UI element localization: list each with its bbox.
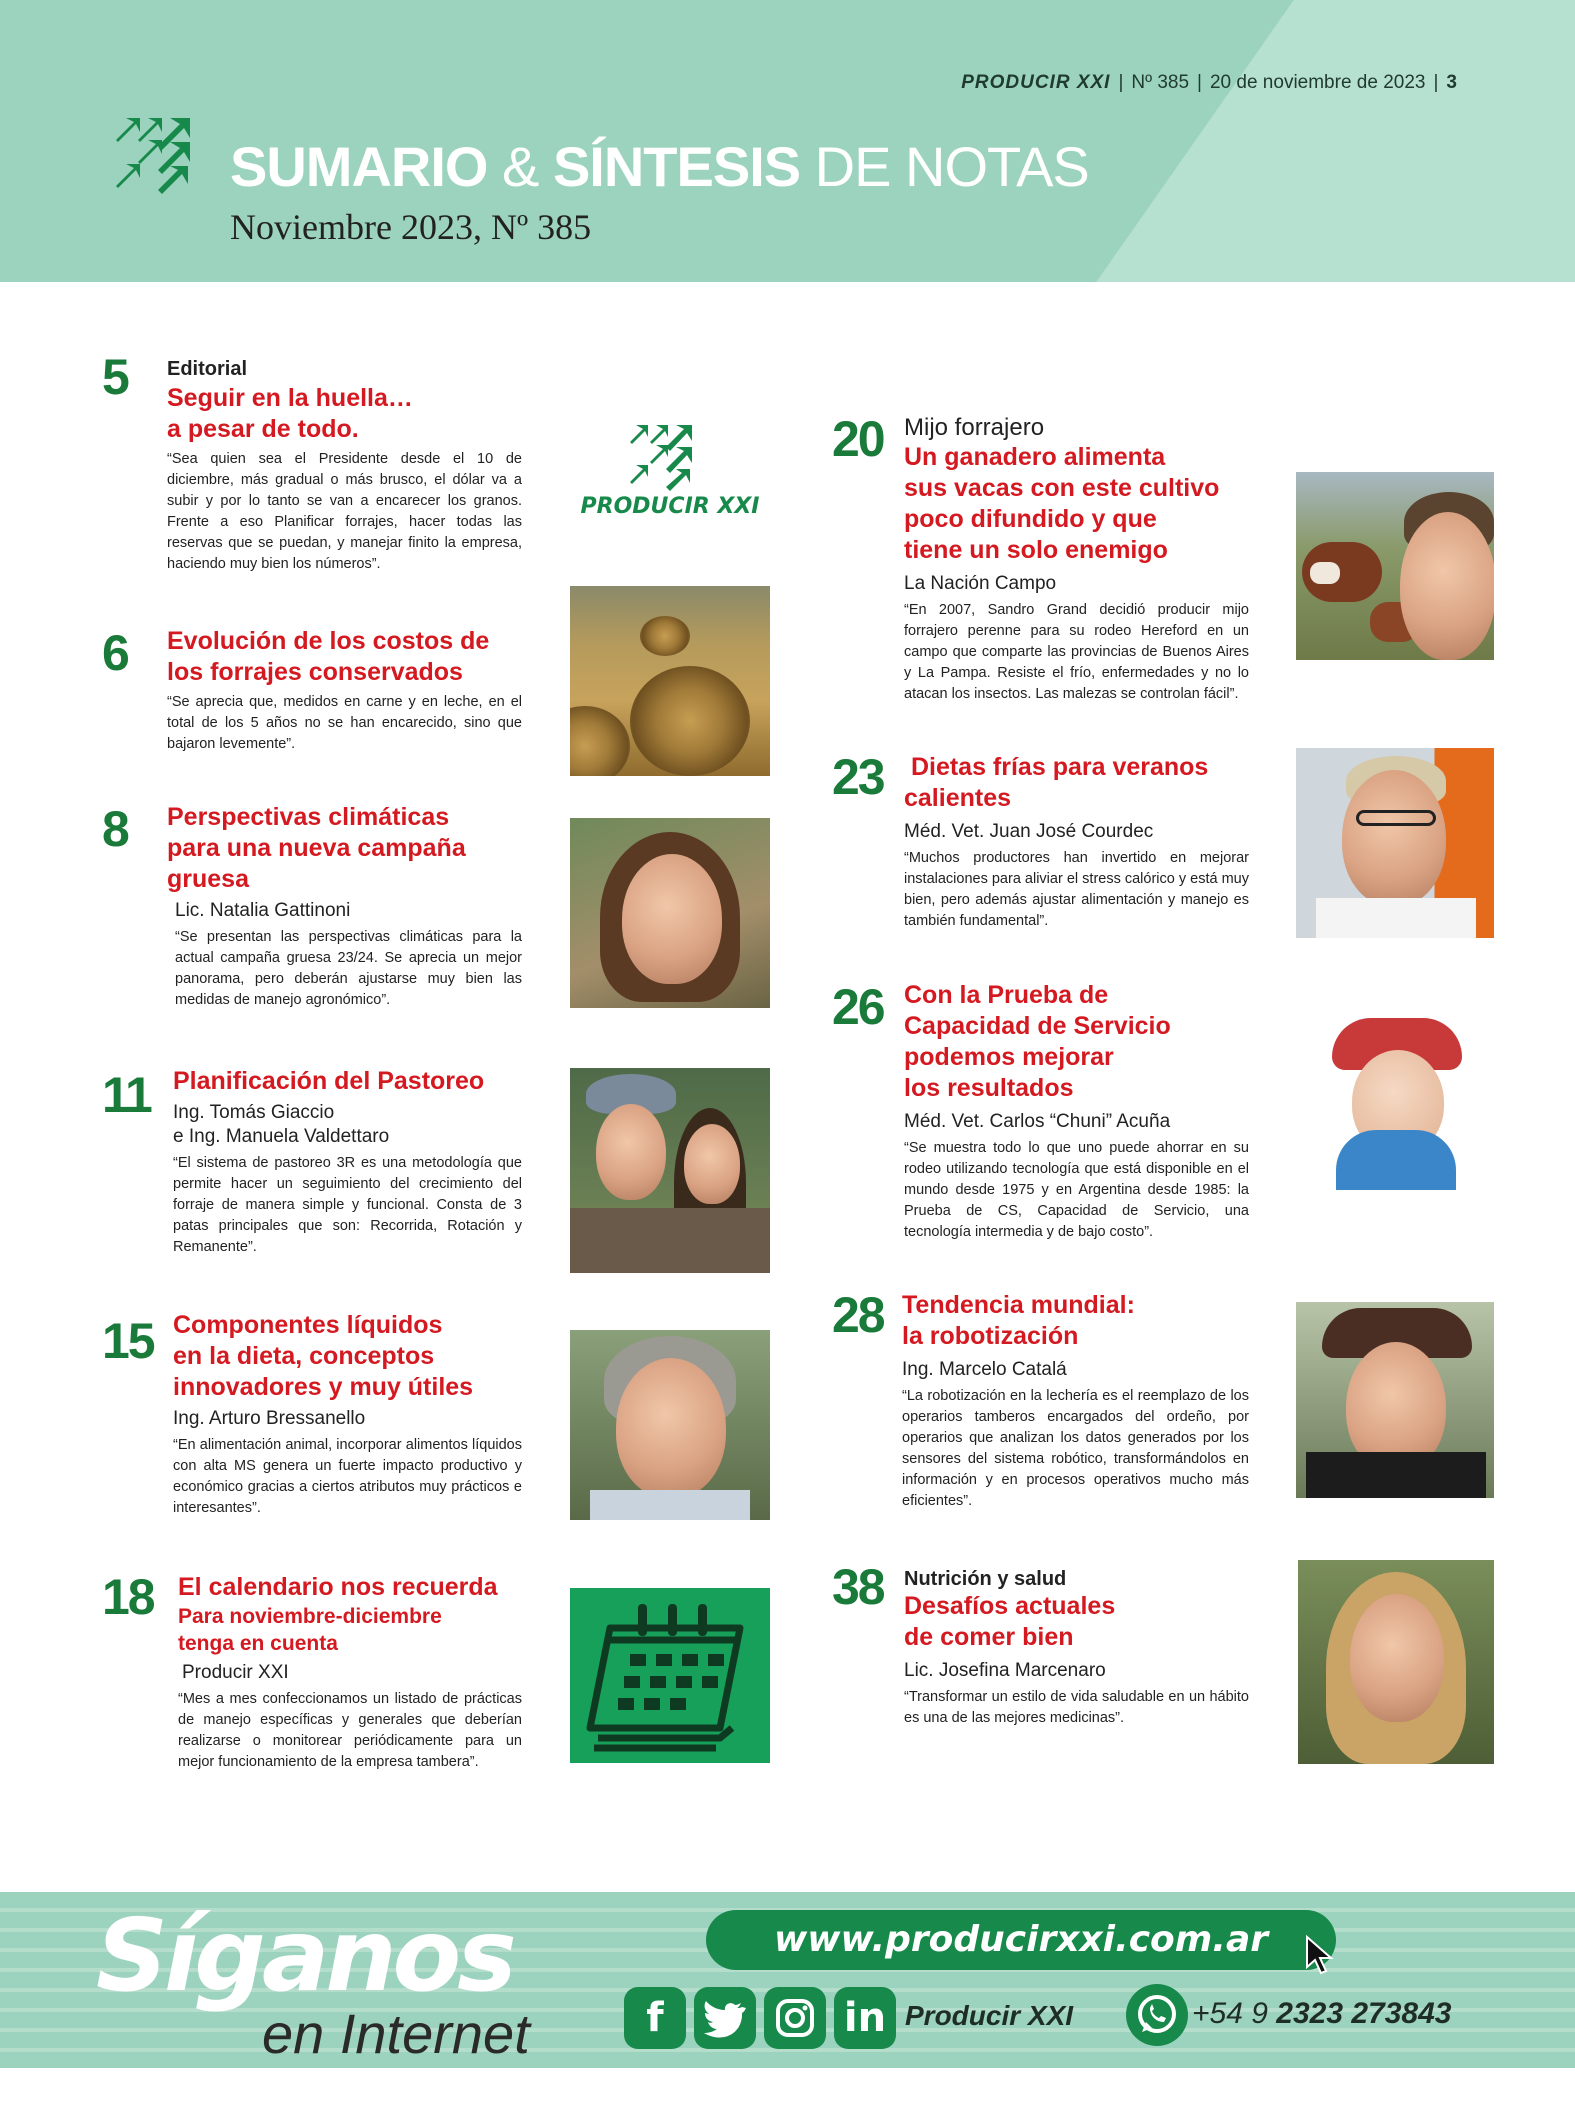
entry-page-number: 11 xyxy=(102,1067,151,1123)
entry-title[interactable]: Componentes líquidos en la dieta, conceptos innovadores y muy útiles xyxy=(173,1311,474,1401)
entry-author: Méd. Vet. Juan José Courdec xyxy=(904,821,1154,842)
calendar-icon xyxy=(570,1588,770,1763)
issue-line: PRODUCIR XXI | Nº 385 | 20 de noviembre de 2023 | 3 xyxy=(961,72,1457,93)
entry-kicker: Nutrición y salud xyxy=(904,1568,1067,1590)
whatsapp-icon[interactable] xyxy=(1126,1984,1188,2046)
entry-summary: “El sistema de pastoreo 3R es una metodología que permite hacer un seguimiento del crecimiento del forraje de manera simple y funcional. Consta de 3 patas principales que son: Recorrida, Rotación y Remanente”. xyxy=(173,1155,522,1255)
entry-page-number: 15 xyxy=(102,1313,154,1369)
entry-page-number: 8 xyxy=(102,801,128,857)
entry-title[interactable]: El calendario nos recuerda xyxy=(178,1573,498,1601)
summary-entry[interactable] xyxy=(167,802,522,1011)
website-link[interactable]: www.producirxxi.com.ar xyxy=(706,1910,1336,1970)
header-decor xyxy=(1096,0,1575,282)
instagram-icon[interactable] xyxy=(764,1987,826,2049)
entry-page-number: 18 xyxy=(102,1569,154,1625)
summary-entry[interactable] xyxy=(178,1572,522,1773)
entry-title[interactable]: Dietas frías para veranos calientes xyxy=(904,753,1209,812)
entry-title[interactable]: Seguir en la huella… a pesar de todo. xyxy=(167,384,413,443)
entry-kicker: Editorial xyxy=(167,358,248,380)
entry-page-number: 20 xyxy=(832,411,884,467)
gattinoni-portrait xyxy=(570,818,770,1008)
entry-page-number: 28 xyxy=(832,1287,884,1343)
entry-author: La Nación Campo xyxy=(904,573,1057,594)
entry-page-number: 38 xyxy=(832,1559,884,1615)
entry-page-number: 23 xyxy=(832,749,884,805)
entry-summary: “Mes a mes confeccionamos un listado de prácticas de manejo específicas y generales que deberían realizarse o monitorear periódicamente para un mejor funcionamiento de la empresa tambera”. xyxy=(178,1691,522,1770)
entry-summary: “En 2007, Sandro Grand decidió producir mijo forrajero perenne para su rodeo Hereford en un campo que comparte las provincias de Buenos Aires y La Pampa. Resiste el frío, enfermedades y no lo atacan los insectos. Las malezas se controlan fácil”. xyxy=(904,602,1249,702)
entry-author: Lic. Josefina Marcenaro xyxy=(904,1660,1106,1681)
twitter-icon[interactable] xyxy=(694,1987,756,2049)
entry-title[interactable]: Planificación del Pastoreo xyxy=(173,1067,485,1095)
footer-tagline: en Internet xyxy=(262,2002,530,2065)
entry-title[interactable]: Desafíos actuales de comer bien xyxy=(904,1592,1116,1651)
summary-entry[interactable] xyxy=(173,1310,522,1519)
arrows-logo-icon xyxy=(112,112,202,198)
entry-summary: “Se presentan las perspectivas climáticas para la actual campaña gruesa 23/24. Se aprecia un mejor panorama, pero deberán ajustarse muy bien las medidas de manejo agronómico”. xyxy=(175,929,522,1008)
page-header xyxy=(0,0,1575,282)
cursor-icon xyxy=(1304,1934,1338,1976)
entry-author: Lic. Natalia Gattinoni xyxy=(175,900,351,921)
entry-page-number: 26 xyxy=(832,979,884,1035)
issue-date: 20 de noviembre de 2023 xyxy=(1209,72,1426,93)
marcenaro-portrait xyxy=(1298,1560,1494,1764)
facebook-icon[interactable]: f xyxy=(624,1987,686,2049)
acuna-caricature xyxy=(1296,1010,1494,1190)
summary-entry[interactable] xyxy=(173,1066,522,1258)
courdec-portrait xyxy=(1296,748,1494,938)
summary-entry[interactable] xyxy=(904,414,1249,705)
entry-kicker: Mijo forrajero xyxy=(904,414,1045,441)
hay-bales-photo xyxy=(570,586,770,776)
page-title: SUMARIO & SÍNTESIS DE NOTAS xyxy=(230,135,1089,198)
entry-page-number: 5 xyxy=(102,349,128,405)
page-subtitle: Noviembre 2023, Nº 385 xyxy=(230,207,592,247)
entry-author: Ing. Arturo Bressanello xyxy=(173,1408,366,1429)
entry-summary: “Se muestra todo lo que uno puede ahorrar en su rodeo utilizando tecnología que está disponible en el mundo desde 1975 y en Argentina desde 1985: la Prueba de CS, Capacidad de Servicio, una tecnología intermedia y de bajo costo”. xyxy=(904,1140,1249,1240)
entry-summary: “En alimentación animal, incorporar alimentos líquidos con alta MS genera un fuerte impacto productivo y económico gracias a ciertos atributos muy prácticos e interesantes”. xyxy=(173,1437,522,1516)
entry-summary: “Se aprecia que, medidos en carne y en leche, en el total de los 5 años no se han encarecido, sino que bajaron levemente”. xyxy=(167,694,522,752)
entry-author: Méd. Vet. Carlos “Chuni” Acuña xyxy=(904,1111,1171,1132)
phone-number[interactable]: +54 9 2323 273843 xyxy=(1192,1997,1452,2030)
entry-summary: “Muchos productores han invertido en mejorar instalaciones para aliviar el stress calórico y está muy bien, pero además ajustar alimentación y manejo es también fundamental”. xyxy=(904,850,1249,929)
entry-title[interactable]: Con la Prueba de Capacidad de Servicio podemos mejorar los resultados xyxy=(904,981,1171,1102)
footer-headline: Síganos xyxy=(96,1897,513,2014)
bressanello-portrait xyxy=(570,1330,770,1520)
entry-author: Ing. Marcelo Catalá xyxy=(902,1359,1067,1380)
entry-author: Producir XXI xyxy=(182,1662,289,1683)
social-handle: Producir XXI xyxy=(905,2000,1074,2031)
entry-title[interactable]: Perspectivas climáticas para una nueva campaña gruesa xyxy=(167,803,466,893)
summary-entry[interactable] xyxy=(904,1568,1249,1729)
summary-entry[interactable] xyxy=(167,626,522,755)
issue-brand: PRODUCIR XXI xyxy=(961,72,1111,93)
summary-entry[interactable] xyxy=(902,1290,1249,1512)
entry-title[interactable]: Un ganadero alimenta sus vacas con este cultivo poco difundido y que tiene un solo enemigo xyxy=(904,443,1220,564)
producir-xxi-logo-text: PRODUCIR XXI xyxy=(580,494,760,519)
entry-title[interactable]: Tendencia mundial: la robotización xyxy=(902,1291,1135,1350)
entry-author: Ing. Tomás Giaccio e Ing. Manuela Valdettaro xyxy=(173,1102,390,1147)
summary-entry[interactable] xyxy=(167,358,522,575)
entry-summary: “Transformar un estilo de vida saludable en un hábito es una de las mejores medicinas”. xyxy=(904,1689,1249,1726)
summary-entry[interactable] xyxy=(904,752,1249,932)
entry-title[interactable]: Evolución de los costos de los forrajes conservados xyxy=(167,627,490,686)
entry-subtitle: Para noviembre-diciembre tenga en cuenta xyxy=(178,1605,442,1655)
giaccio-valdettaro-photo xyxy=(570,1068,770,1273)
entry-page-number: 6 xyxy=(102,625,128,681)
entry-summary: “La robotización en la lechería es el reemplazo de los operarios tamberos encargados del ordeño, por operarios que analizan los datos generados por los sensores del sistema robótico, transformándolos en información y en procesos operativos mucho más eficientes”. xyxy=(902,1388,1249,1509)
linkedin-icon[interactable]: in xyxy=(834,1987,896,2049)
calendar-illustration xyxy=(570,1588,770,1763)
entry-summary: “Sea quien sea el Presidente desde el 10 de diciembre, más gradual o más brusco, el dólar va a subir y por lo tanto se van a encarecer los granos. Frente a eso Planificar forrajes, hacer todas las reservas que se puedan, y manejar finito la empresa, haciendo muy bien los números”. xyxy=(167,451,522,572)
page-number: 3 xyxy=(1446,72,1457,93)
cattle-farmer-photo xyxy=(1296,472,1494,660)
summary-entry[interactable] xyxy=(904,980,1249,1243)
issue-number: Nº 385 xyxy=(1131,72,1190,93)
catala-portrait xyxy=(1296,1302,1494,1498)
